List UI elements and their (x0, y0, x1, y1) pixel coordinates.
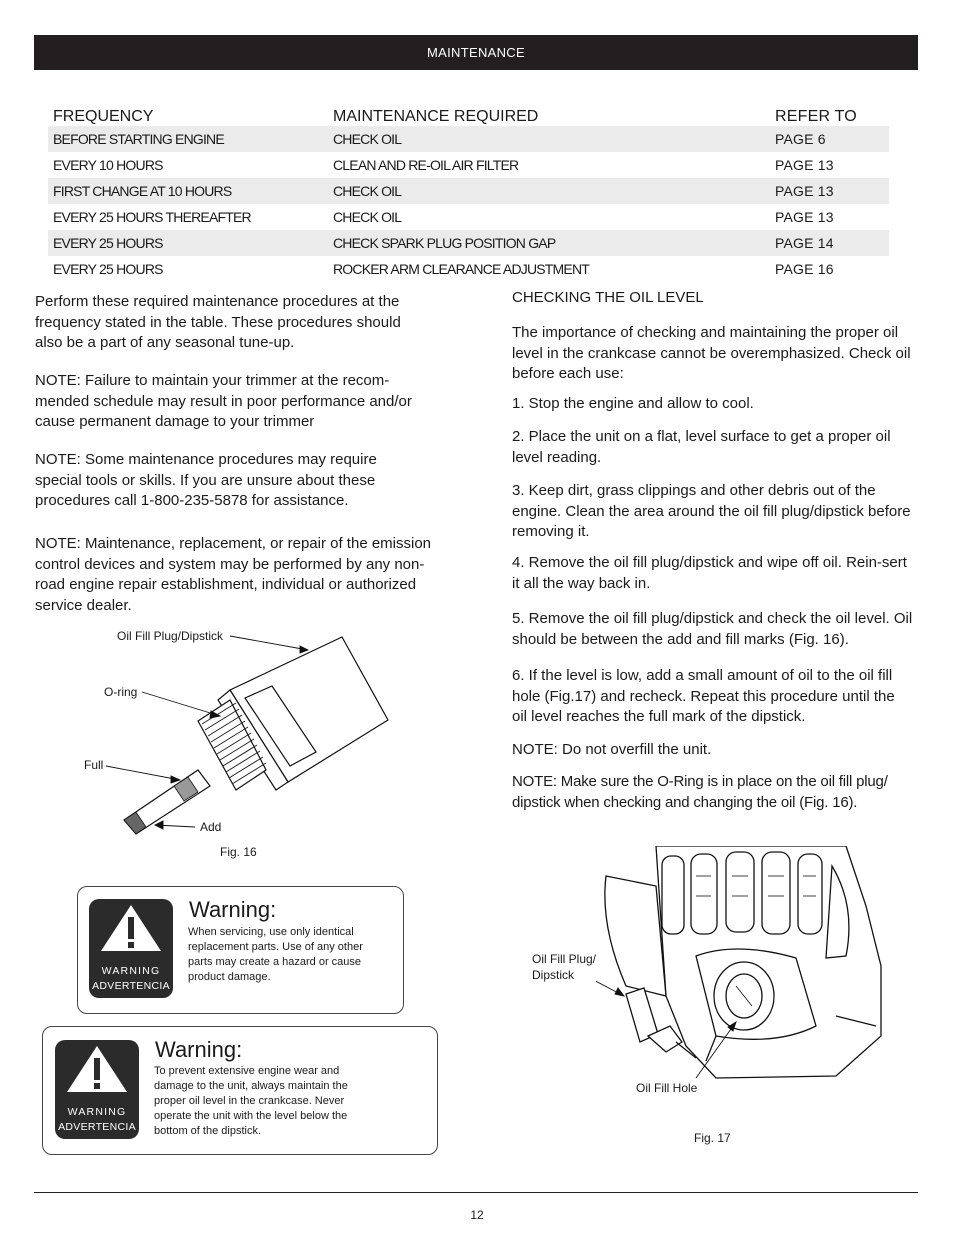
page-number: 12 (470, 1208, 484, 1222)
table-cell: CHECK OIL (333, 183, 402, 199)
note-overfill: NOTE: Do not overfill the unit. (512, 741, 712, 758)
table-cell: CHECK OIL (333, 131, 402, 147)
fig17-label-plug: Oil Fill Plug/ Dipstick (532, 952, 597, 982)
dipstick-illustration (70, 620, 400, 840)
step-3: 3. Keep dirt, grass clippings and other debris out of the engine. Clean the area around the oil fill plug/dipstick before removing it. (512, 482, 911, 540)
warning-box-parts (77, 886, 404, 1014)
table-cell: CHECK OIL (333, 209, 402, 225)
warning-title: Warning: (155, 1037, 243, 1062)
table-cell: PAGE 6 (775, 131, 826, 147)
note-emission-paragraph: NOTE: Maintenance, replacement, or repair of the emission control devices and system may be performed by any non-road engine repair establishment, individual or authorized service dealer. (35, 535, 432, 614)
note-tools-paragraph: NOTE: Some maintenance procedures may require special tools or skills. If you are unsure about these procedures call 1-800-235-5878 for assistance. (35, 451, 377, 509)
step-1: 1. Stop the engine and allow to cool. (512, 395, 754, 412)
table-row (48, 204, 889, 230)
column-header-maintenance: MAINTENANCE REQUIRED (333, 108, 539, 125)
checking-oil-heading: CHECKING THE OIL LEVEL (512, 289, 704, 306)
table-cell: PAGE 16 (775, 261, 834, 277)
column-header-frequency: FREQUENCY (53, 108, 154, 125)
warning-title: Warning: (189, 897, 277, 922)
note-oring: NOTE: Make sure the O-Ring is in place on the oil fill plug/ dipstick when checking and changing the oil (Fig. 16). (512, 773, 888, 811)
table-cell: PAGE 13 (775, 183, 834, 199)
warning-exclamation-icon (89, 899, 173, 959)
step-2: 2. Place the unit on a flat, level surface to get a proper oil level reading. (512, 428, 891, 466)
fig16-label-plug: Oil Fill Plug/Dipstick (117, 629, 224, 643)
warning-text: To prevent extensive engine wear and damage to the unit, always maintain the proper oil level in the crankcase. Never operate the unit with the level below the bottom of the dipstick. (154, 1065, 348, 1137)
table-cell: PAGE 13 (775, 209, 834, 225)
table-cell: CLEAN AND RE-OIL AIR FILTER (333, 157, 519, 173)
table-cell: EVERY 25 HOURS THEREAFTER (53, 209, 251, 225)
column-header-refer: REFER TO (775, 108, 857, 125)
table-cell: ROCKER ARM CLEARANCE ADJUSTMENT (333, 261, 590, 277)
intro-paragraph: Perform these required maintenance procedures at the frequency stated in the table. These procedures should also be a part of any seasonal tune-up. (35, 293, 401, 351)
warning-badge-label-es: ADVERTENCIA (92, 980, 170, 992)
engine-oil-fill-illustration (596, 846, 882, 1088)
warning-box-oil-level (42, 1026, 438, 1155)
step-4: 4. Remove the oil fill plug/dipstick and wipe off oil. Rein-sert it all the way back in. (512, 554, 907, 592)
table-header-row (48, 98, 889, 126)
checking-oil-intro: The importance of checking and maintaining the proper oil level in the crankcase cannot be overemphasized. Check oil before each use: (512, 324, 911, 382)
table-cell: PAGE 14 (775, 235, 834, 251)
section-title: MAINTENANCE (427, 45, 525, 60)
table-cell: EVERY 25 HOURS (53, 261, 163, 277)
warning-badge (89, 899, 173, 998)
warning-text: When servicing, use only identical replacement parts. Use of any other parts may create a hazard or cause product damage. (188, 926, 363, 983)
fig17-caption: Fig. 17 (694, 1131, 731, 1145)
section-header-bar (34, 35, 918, 70)
fig16-label-oring: O-ring (104, 685, 138, 699)
table-cell: BEFORE STARTING ENGINE (53, 131, 224, 147)
warning-badge-label: WARNING (67, 1106, 127, 1118)
table-cell: CHECK SPARK PLUG POSITION GAP (333, 235, 556, 251)
fig16-label-full: Full (84, 758, 104, 772)
table-cell: EVERY 10 HOURS (53, 157, 163, 173)
footer-divider (34, 1192, 918, 1193)
warning-exclamation-icon (55, 1040, 139, 1100)
table-row (48, 178, 889, 204)
table-cell: EVERY 25 HOURS (53, 235, 163, 251)
fig17-label-hole: Oil Fill Hole (636, 1081, 698, 1095)
table-cell: PAGE 13 (775, 157, 834, 173)
fig16-label-add: Add (200, 820, 222, 834)
step-6: 6. If the level is low, add a small amount of oil to the oil fill hole (Fig.17) and recheck. Repeat this procedure until the oil level reaches the full mark of the dipstick. (512, 667, 895, 725)
warning-badge-label: WARNING (101, 965, 161, 977)
step-5: 5. Remove the oil fill plug/dipstick and check the oil level. Oil should be between the add and fill marks (Fig. 16). (512, 610, 913, 648)
table-row (48, 152, 889, 178)
warning-badge (55, 1040, 139, 1139)
maintenance-table (48, 98, 889, 282)
warning-badge-label-es: ADVERTENCIA (58, 1121, 136, 1133)
table-cell: FIRST CHANGE AT 10 HOURS (53, 183, 232, 199)
table-row (48, 230, 889, 256)
table-row (48, 256, 889, 282)
fig16-caption: Fig. 16 (220, 845, 257, 859)
note-failure-paragraph: NOTE: Failure to maintain your trimmer at the recom-mended schedule may result in poor performance and/or cause permanent damage to your trimmer (35, 372, 412, 430)
table-row (48, 126, 889, 152)
